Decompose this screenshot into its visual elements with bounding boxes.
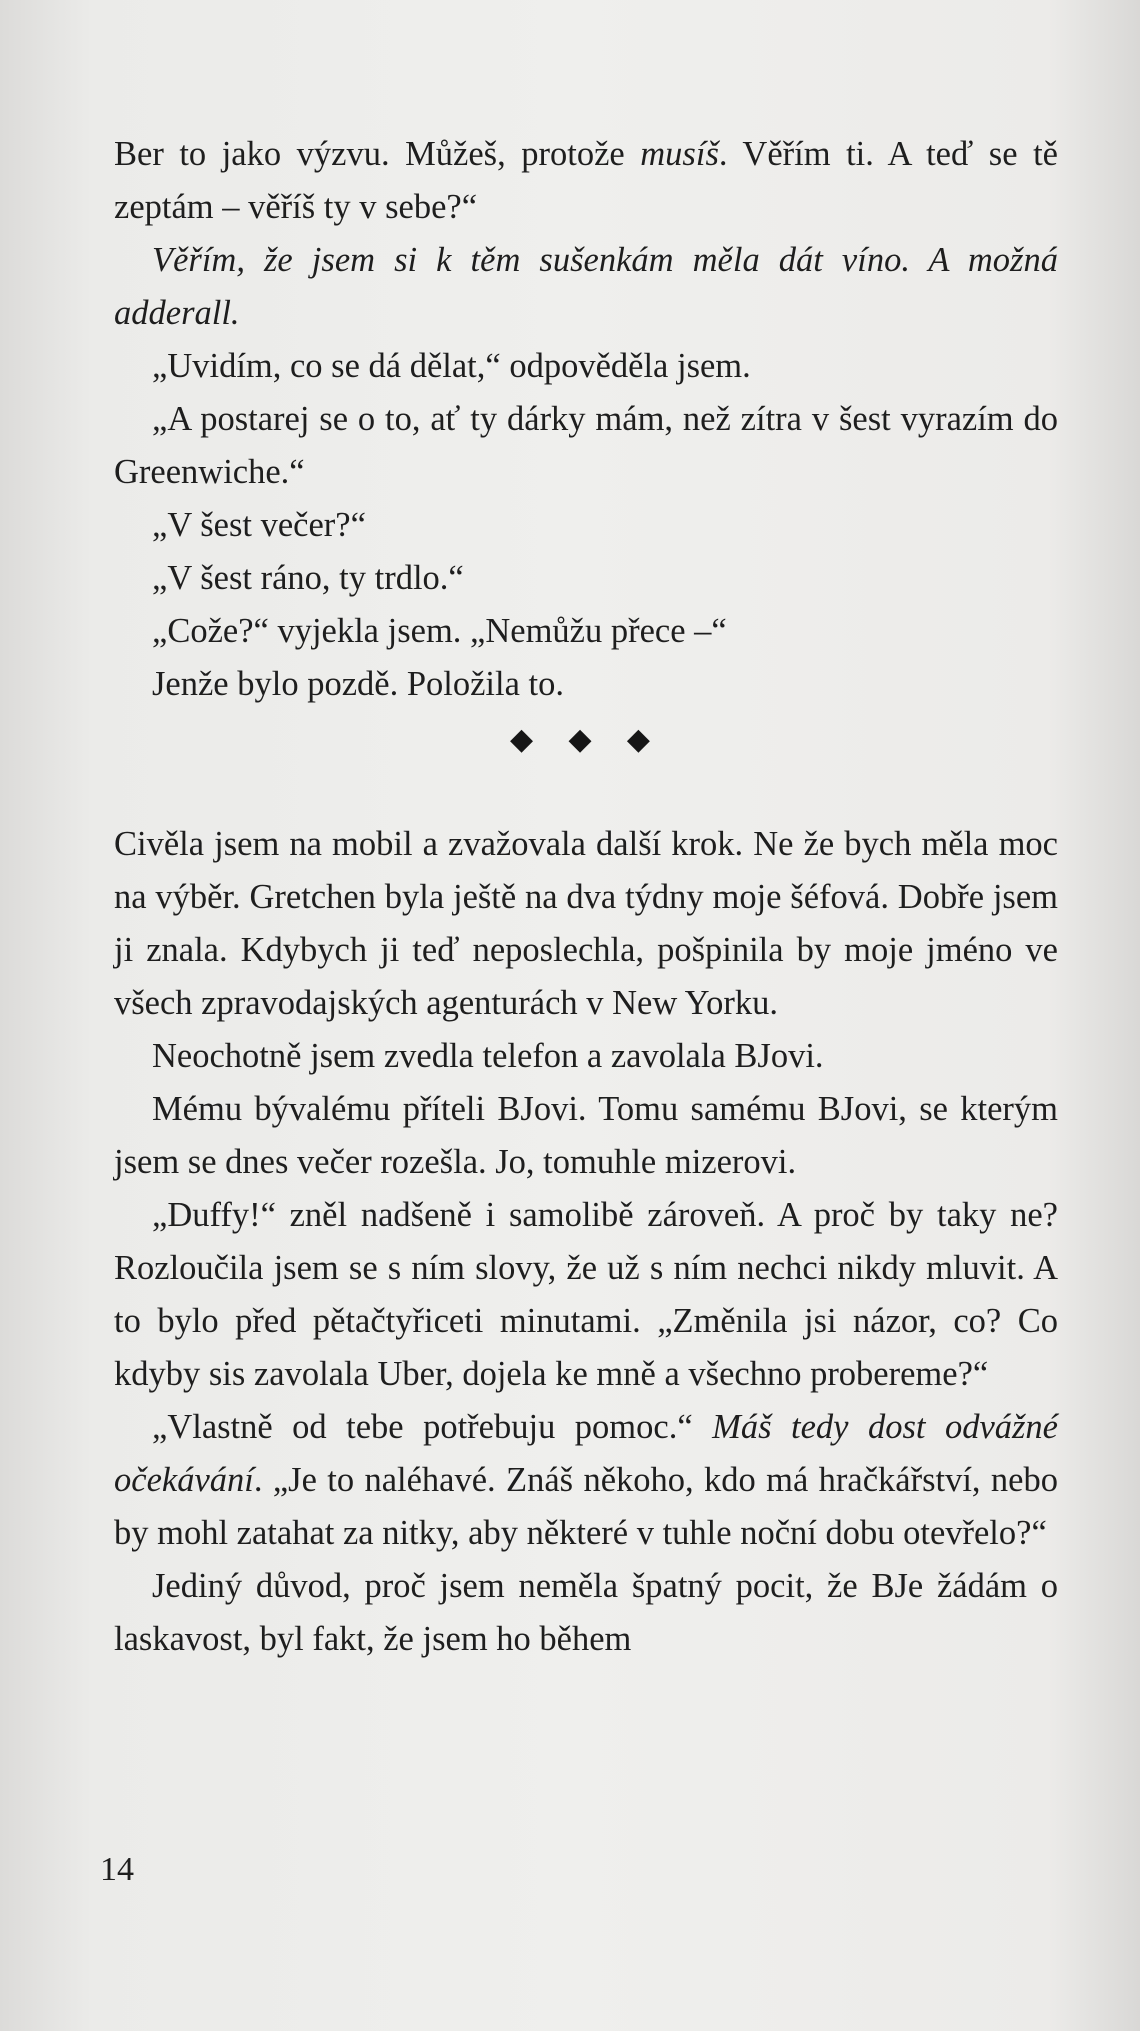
diamond-icon: ◆ bbox=[510, 722, 534, 757]
paragraph bbox=[114, 818, 1058, 1030]
paragraph bbox=[114, 1030, 1058, 1083]
text-run: „Uvidím, co se dá dělat,“ odpověděla jsem. bbox=[152, 347, 751, 385]
diamond-icon: ◆ bbox=[626, 722, 650, 757]
paragraph bbox=[114, 128, 1058, 234]
paragraph bbox=[114, 1401, 1058, 1560]
text-run: Neochotně jsem zvedla telefon a zavolala BJovi. bbox=[152, 1037, 824, 1075]
page-number: 14 bbox=[100, 1851, 134, 1888]
paragraph bbox=[114, 605, 1058, 658]
italic-text: Máš tedy dost odvážné očekávání bbox=[114, 1408, 1058, 1499]
section-separator bbox=[510, 722, 650, 757]
text-run: . „Je to naléhavé. Znáš někoho, kdo má hračkářství, nebo by mohl zatahat za nitky, aby některé v tuhle noční dobu otevřelo?“ bbox=[114, 1461, 1058, 1552]
text-run: Mému bývalému příteli BJovi. Tomu samému BJovi, se kterým jsem se dnes večer rozešla. Jo, tomuhle mizerovi. bbox=[114, 1090, 1058, 1181]
paragraph bbox=[114, 1083, 1058, 1189]
paragraph bbox=[114, 1189, 1058, 1401]
text-run: „Vlastně od tebe potřebuju pomoc.“ bbox=[152, 1408, 713, 1446]
paragraph bbox=[114, 552, 1058, 605]
text-run: „Cože?“ vyjekla jsem. „Nemůžu přece –“ bbox=[152, 612, 727, 650]
text-section-1 bbox=[114, 128, 1058, 711]
paragraph bbox=[114, 499, 1058, 552]
text-run: „Duffy!“ zněl nadšeně i samolibě zároveň. A proč by taky ne? Rozloučila jsem se s ním slovy, že už s ním nechci nikdy mluvit. A to bylo před pětačtyřiceti minutami. „Změnila jsi názor, co? Co kdyby sis zavolala Uber, dojela ke mně a všechno probereme?“ bbox=[114, 1196, 1058, 1393]
paragraph bbox=[114, 1560, 1058, 1666]
italic-text: musíš bbox=[640, 135, 719, 173]
text-run: Ber to jako výzvu. Můžeš, protože bbox=[114, 135, 641, 173]
paragraph bbox=[114, 234, 1058, 340]
diamond-icon: ◆ bbox=[568, 722, 592, 757]
text-section-2 bbox=[114, 818, 1058, 1666]
text-run: „V šest ráno, ty trdlo.“ bbox=[152, 559, 464, 597]
text-run: Jenže bylo pozdě. Položila to. bbox=[152, 665, 564, 703]
text-run: Jediný důvod, proč jsem neměla špatný pocit, že BJe žádám o laskavost, byl fakt, že jsem ho během bbox=[114, 1567, 1058, 1658]
italic-text: Věřím, že jsem si k těm sušenkám měla dát víno. A možná adderall. bbox=[114, 241, 1058, 332]
paragraph bbox=[114, 393, 1058, 499]
paragraph bbox=[114, 658, 1058, 711]
text-run: . Věřím ti. A teď se tě zeptám – věříš ty v sebe?“ bbox=[114, 135, 1058, 226]
text-run: Civěla jsem na mobil a zvažovala další krok. Ne že bych měla moc na výběr. Gretchen byla ještě na dva týdny moje šéfová. Dobře jsem ji znala. Kdybych ji teď neposlechla, pošpinila by moje jméno ve všech zpravodajských agenturách v New Yorku. bbox=[114, 825, 1058, 1022]
text-run: „V šest večer?“ bbox=[152, 506, 366, 544]
paragraph bbox=[114, 340, 1058, 393]
text-run: „A postarej se o to, ať ty dárky mám, než zítra v šest vyrazím do Greenwiche.“ bbox=[114, 400, 1058, 491]
